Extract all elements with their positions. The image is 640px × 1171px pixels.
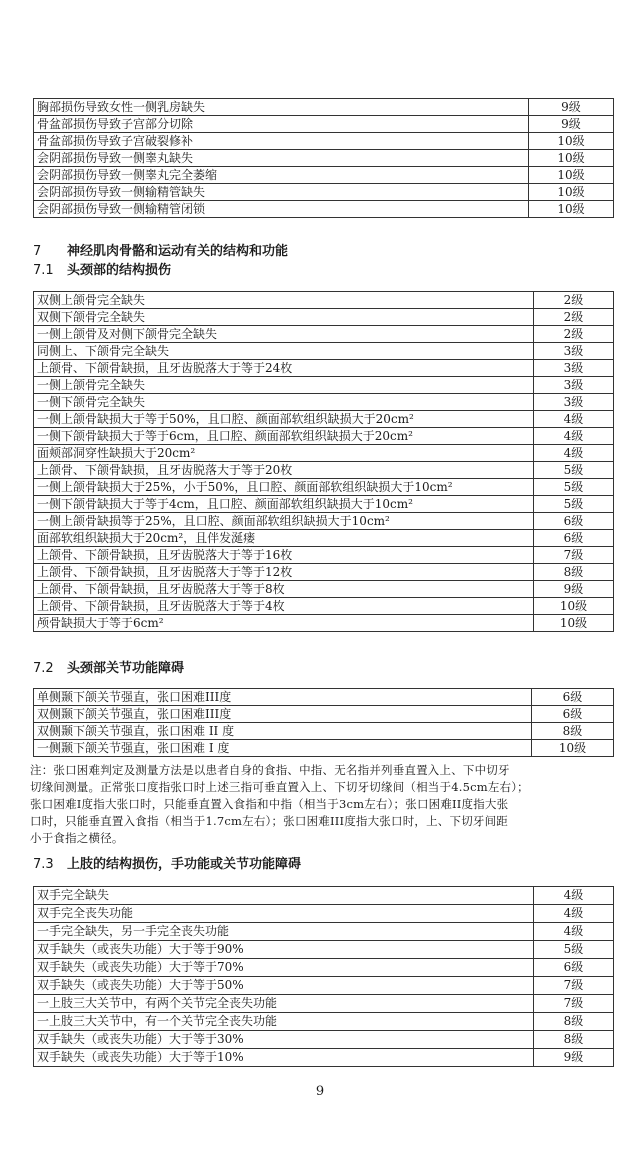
- section-title: 上肢的结构损伤，手功能或关节功能障碍: [67, 857, 302, 872]
- table-row: [34, 1013, 614, 1031]
- table-row: [34, 394, 614, 411]
- disability-grade: 2级: [534, 292, 614, 309]
- injury-description: 上颌骨、下颌骨缺损，且牙齿脱落大于等于24枚: [34, 360, 534, 377]
- table-row: [34, 343, 614, 360]
- disability-grade: 3级: [534, 343, 614, 360]
- disability-grade: 6级: [534, 959, 614, 977]
- note-line: 切缘间测量。正常张口度指张口时上述三指可垂直置入上、下切牙切缘间（相当于4.5cm左右）；: [30, 780, 529, 794]
- disability-grade: 8级: [534, 1031, 614, 1049]
- disability-grade: 4级: [534, 905, 614, 923]
- injury-description: 会阴部损伤导致一侧输精管缺失: [34, 184, 529, 201]
- section-title: 神经肌肉骨骼和运动有关的结构和功能: [67, 244, 289, 259]
- note-line: 小于食指之横径。: [30, 831, 124, 845]
- table-row: [34, 133, 614, 150]
- disability-grade: 6级: [534, 530, 614, 547]
- disability-grade: 9级: [529, 99, 614, 116]
- disability-grade: 3级: [534, 394, 614, 411]
- injury-description: 同侧上、下颌骨完全缺失: [34, 343, 534, 360]
- table-row: [34, 292, 614, 309]
- disability-grade: 6级: [532, 689, 614, 706]
- injury-description: 一手完全缺失，另一手完全丧失功能: [34, 923, 534, 941]
- disability-grade: 4级: [534, 923, 614, 941]
- section-7-1-heading: [33, 259, 171, 278]
- injury-description: 胸部损伤导致女性一侧乳房缺失: [34, 99, 529, 116]
- disability-grade: 2级: [534, 309, 614, 326]
- disability-grade: 8级: [534, 1013, 614, 1031]
- disability-grade: 3级: [534, 360, 614, 377]
- disability-grade: 5级: [534, 462, 614, 479]
- disability-grade: 10级: [532, 740, 614, 757]
- injury-description: 面颊部洞穿性缺损大于20cm²: [34, 445, 534, 462]
- injury-description: 双手缺失（或丧失功能）大于等于50%: [34, 977, 534, 995]
- injury-description: 上颌骨、下颌骨缺损，且牙齿脱落大于等于16枚: [34, 547, 534, 564]
- injury-description: 会阴部损伤导致一侧睾丸缺失: [34, 150, 529, 167]
- injury-description: 骨盆部损伤导致子宫破裂修补: [34, 133, 529, 150]
- disability-grade: 7级: [534, 995, 614, 1013]
- table-row: [34, 723, 614, 740]
- injury-description: 一侧下颌骨完全缺失: [34, 394, 534, 411]
- table-row: [34, 428, 614, 445]
- injury-description: 上颌骨、下颌骨缺损，且牙齿脱落大于等于8枚: [34, 581, 534, 598]
- injury-description: 颅骨缺损大于等于6cm²: [34, 615, 534, 632]
- table-row: [34, 1049, 614, 1067]
- disability-grade: 4级: [534, 428, 614, 445]
- table-row: [34, 360, 614, 377]
- table-row: [34, 513, 614, 530]
- injury-table-head-neck-joint: [33, 688, 614, 757]
- disability-grade: 10级: [529, 150, 614, 167]
- note-line: 张口困难I度指大张口时，只能垂直置入食指和中指（相当于3cm左右）；张口困难II度指大张: [30, 797, 509, 811]
- disability-grade: 7级: [534, 547, 614, 564]
- table-row: [34, 923, 614, 941]
- disability-grade: 6级: [534, 513, 614, 530]
- injury-description: 双手缺失（或丧失功能）大于等于10%: [34, 1049, 534, 1067]
- injury-description: 一侧上颌骨缺损大于等于50%，且口腔、颜面部软组织缺损大于20cm²: [34, 411, 534, 428]
- table-row: [34, 581, 614, 598]
- table-row: [34, 977, 614, 995]
- injury-description: 一上肢三大关节中，有两个关节完全丧失功能: [34, 995, 534, 1013]
- table-row: [34, 326, 614, 343]
- disability-grade: 8级: [534, 564, 614, 581]
- section-number: 7.2: [33, 661, 54, 676]
- table-row: [34, 959, 614, 977]
- table-row: [34, 564, 614, 581]
- disability-grade: 10级: [534, 598, 614, 615]
- table-row: [34, 496, 614, 513]
- disability-grade: 4级: [534, 445, 614, 462]
- table-row: [34, 150, 614, 167]
- table-row: [34, 411, 614, 428]
- table-row: [34, 116, 614, 133]
- table-row: [34, 167, 614, 184]
- injury-description: 双侧颞下颌关节强直，张口困难III度: [34, 706, 532, 723]
- table-row: [34, 184, 614, 201]
- injury-description: 一侧上颌骨缺损等于25%，且口腔、颜面部软组织缺损大于10cm²: [34, 513, 534, 530]
- injury-table-head-neck-structure: [33, 291, 614, 632]
- disability-grade: 10级: [529, 133, 614, 150]
- injury-description: 双手完全缺失: [34, 887, 534, 905]
- injury-description: 一上肢三大关节中，有一个关节完全丧失功能: [34, 1013, 534, 1031]
- injury-description: 一侧下颌骨缺损大于等于6cm，且口腔、颜面部软组织缺损大于20cm²: [34, 428, 534, 445]
- note-line: 注：张口困难判定及测量方法是以患者自身的食指、中指、无名指并列垂直置入上、下中切牙: [30, 763, 510, 777]
- injury-description: 双手缺失（或丧失功能）大于等于30%: [34, 1031, 534, 1049]
- section-title: 头颈部的结构损伤: [67, 263, 172, 278]
- note-line: 口时，只能垂直置入食指（相当于1.7cm左右）；张口困难III度指大张口时，上、下切牙间距: [30, 814, 509, 828]
- table-row: [34, 740, 614, 757]
- note-paragraph: [30, 762, 615, 847]
- table-row: [34, 462, 614, 479]
- injury-description: 双侧下颌骨完全缺失: [34, 309, 534, 326]
- disability-grade: 4级: [534, 887, 614, 905]
- disability-grade: 4级: [534, 411, 614, 428]
- section-number: 7: [33, 244, 42, 259]
- disability-grade: 9级: [529, 116, 614, 133]
- injury-description: 骨盆部损伤导致子宫部分切除: [34, 116, 529, 133]
- disability-grade: 10级: [529, 167, 614, 184]
- table-row: [34, 445, 614, 462]
- table-row: [34, 377, 614, 394]
- injury-description: 双手缺失（或丧失功能）大于等于70%: [34, 959, 534, 977]
- table-row: [34, 887, 614, 905]
- section-7-3-heading: [33, 853, 301, 872]
- injury-description: 一侧颞下颌关节强直，张口困难 I 度: [34, 740, 532, 757]
- table-row: [34, 479, 614, 496]
- section-number: 7.1: [33, 263, 54, 278]
- page-number: 9: [315, 1084, 325, 1099]
- injury-description: 上颌骨、下颌骨缺损，且牙齿脱落大于等于12枚: [34, 564, 534, 581]
- disability-grade: 5级: [534, 496, 614, 513]
- table-row: [34, 598, 614, 615]
- table-row: [34, 941, 614, 959]
- disability-grade: 2级: [534, 326, 614, 343]
- section-number: 7.3: [33, 857, 54, 872]
- disability-grade: 10级: [534, 615, 614, 632]
- table-row: [34, 99, 614, 116]
- injury-description: 上颌骨、下颌骨缺损，且牙齿脱落大于等于20枚: [34, 462, 534, 479]
- injury-description: 会阴部损伤导致一侧输精管闭锁: [34, 201, 529, 218]
- disability-grade: 9级: [534, 1049, 614, 1067]
- injury-description: 一侧上颌骨及对侧下颌骨完全缺失: [34, 326, 534, 343]
- section-title: 头颈部关节功能障碍: [67, 661, 185, 676]
- table-row: [34, 201, 614, 218]
- disability-grade: 6级: [532, 706, 614, 723]
- table-row: [34, 689, 614, 706]
- injury-description: 双侧颞下颌关节强直，张口困难 II 度: [34, 723, 532, 740]
- disability-grade: 5级: [534, 941, 614, 959]
- disability-grade: 5级: [534, 479, 614, 496]
- injury-description: 上颌骨、下颌骨缺损，且牙齿脱落大于等于4枚: [34, 598, 534, 615]
- table-row: [34, 706, 614, 723]
- disability-grade: 8级: [532, 723, 614, 740]
- injury-description: 一侧下颌骨缺损大于等于4cm，且口腔、颜面部软组织缺损大于10cm²: [34, 496, 534, 513]
- injury-description: 一侧上颌骨完全缺失: [34, 377, 534, 394]
- table-row: [34, 1031, 614, 1049]
- injury-description: 双手完全丧失功能: [34, 905, 534, 923]
- disability-grade: 7级: [534, 977, 614, 995]
- section-7-heading: [33, 240, 288, 259]
- injury-description: 面部软组织缺损大于20cm²，且伴发涎瘘: [34, 530, 534, 547]
- disability-grade: 10级: [529, 201, 614, 218]
- injury-description: 会阴部损伤导致一侧睾丸完全萎缩: [34, 167, 529, 184]
- table-row: [34, 905, 614, 923]
- disability-grade: 10级: [529, 184, 614, 201]
- table-row: [34, 547, 614, 564]
- table-row: [34, 995, 614, 1013]
- injury-description: 单侧颞下颌关节强直，张口困难III度: [34, 689, 532, 706]
- table-row: [34, 530, 614, 547]
- injury-table-reproductive: [33, 98, 614, 218]
- injury-description: 双侧上颌骨完全缺失: [34, 292, 534, 309]
- injury-description: 双手缺失（或丧失功能）大于等于90%: [34, 941, 534, 959]
- section-7-2-heading: [33, 657, 184, 676]
- injury-description: 一侧上颌骨缺损大于25%，小于50%，且口腔、颜面部软组织缺损大于10cm²: [34, 479, 534, 496]
- disability-grade: 3级: [534, 377, 614, 394]
- table-row: [34, 309, 614, 326]
- table-row: [34, 615, 614, 632]
- injury-table-upper-limb: [33, 886, 614, 1067]
- disability-grade: 9级: [534, 581, 614, 598]
